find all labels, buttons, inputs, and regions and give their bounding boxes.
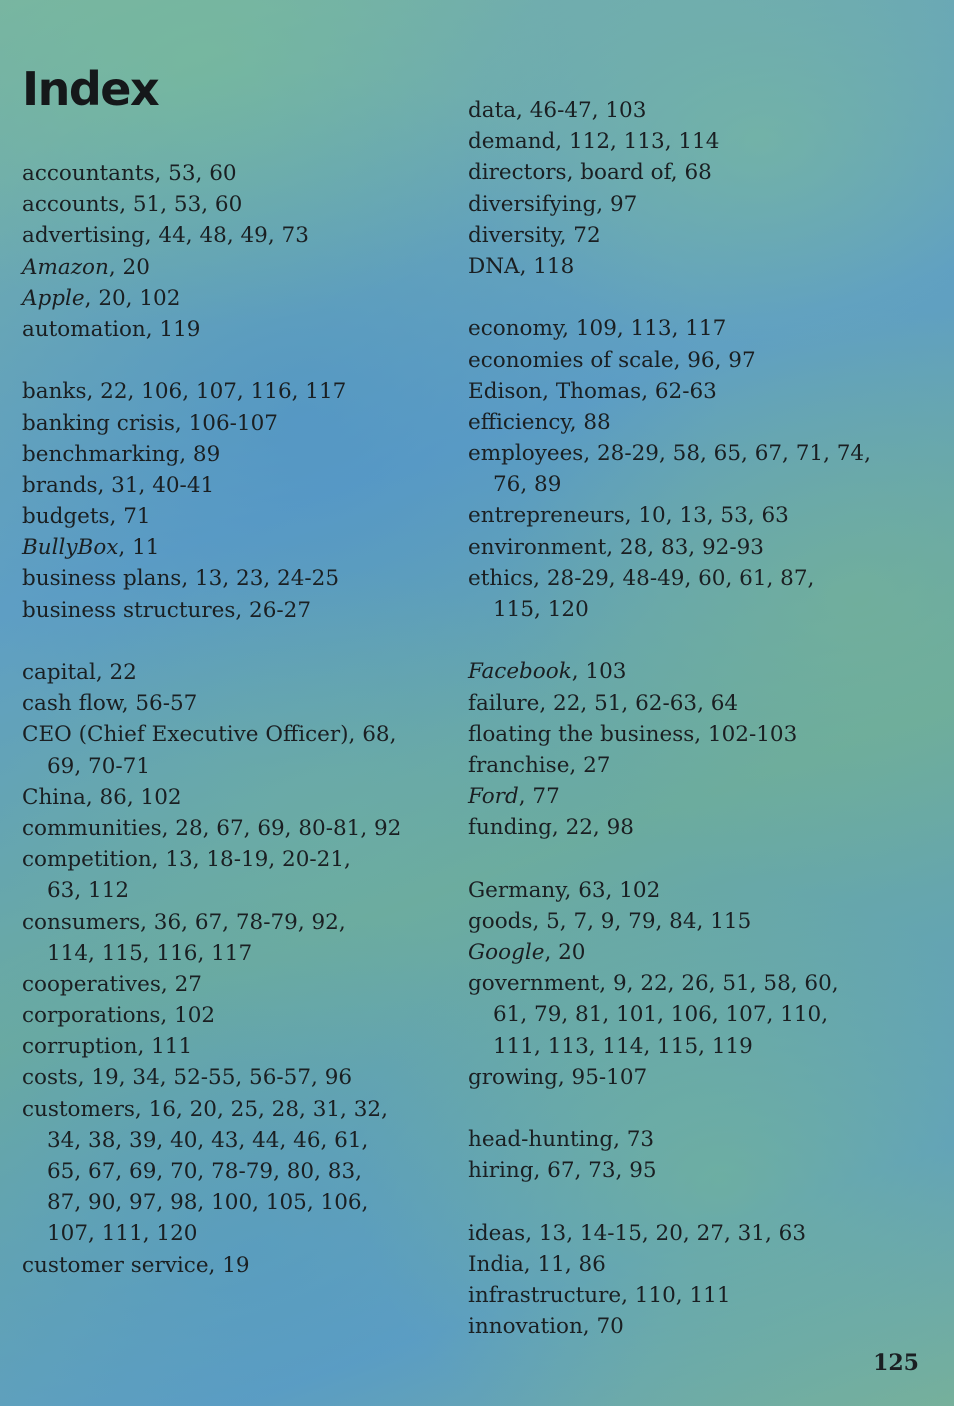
index-term: directors, board of, 68 (468, 160, 712, 186)
index-entry (22, 688, 401, 719)
index-term: cash flow, 56-57 (22, 691, 198, 717)
index-entry (22, 376, 401, 407)
index-term: growing, 95-107 (468, 1064, 648, 1090)
index-entry (468, 968, 871, 999)
index-column-right (468, 95, 871, 1343)
index-term: head-hunting, 73 (468, 1127, 655, 1153)
index-term: government, 9, 22, 26, 51, 58, 60, (468, 971, 839, 997)
index-entry (468, 438, 871, 469)
page-number: 125 (873, 1350, 919, 1376)
index-entry (468, 937, 871, 968)
index-entry-continuation (22, 875, 401, 906)
index-entry (22, 220, 401, 251)
index-term: India, 11, 86 (468, 1251, 606, 1277)
section-gap (468, 1093, 871, 1124)
index-term: China, 86, 102 (22, 784, 182, 810)
index-term: corporations, 102 (22, 1003, 216, 1029)
index-entry-continuation (468, 1031, 871, 1062)
index-pages: , 103 (571, 659, 627, 685)
section-gap (468, 625, 871, 656)
index-entry (22, 283, 401, 314)
index-term: costs, 19, 34, 52-55, 56-57, 96 (22, 1065, 353, 1091)
index-term: brands, 31, 40-41 (22, 472, 215, 498)
index-term: 107, 111, 120 (47, 1221, 198, 1247)
index-entry (468, 157, 871, 188)
index-term: environment, 28, 83, 92-93 (468, 534, 764, 560)
index-entry (468, 719, 871, 750)
index-term: budgets, 71 (22, 504, 151, 530)
index-entry-continuation (22, 751, 401, 782)
index-term: 65, 67, 69, 70, 78-79, 80, 83, (47, 1159, 362, 1184)
index-entry (22, 813, 401, 844)
index-entry-continuation (468, 999, 871, 1030)
index-term: customers, 16, 20, 25, 28, 31, 32, (22, 1096, 388, 1122)
index-column-left (22, 158, 401, 1281)
index-term: capital, 22 (22, 660, 137, 685)
index-entry (468, 563, 871, 594)
index-term: banks, 22, 106, 107, 116, 117 (22, 379, 347, 405)
index-term: BullyBox (22, 535, 119, 561)
index-entry-continuation (22, 1156, 401, 1187)
index-entry (468, 1124, 871, 1155)
index-term: cooperatives, 27 (22, 971, 202, 997)
index-term: Google (468, 940, 545, 966)
index-entry (468, 313, 871, 344)
page-title: Index (22, 62, 159, 116)
index-entry (22, 314, 401, 345)
index-term: innovation, 70 (468, 1314, 624, 1340)
index-term: business plans, 13, 23, 24-25 (22, 566, 340, 592)
index-entry (468, 781, 871, 812)
index-pages: , 20, 102 (84, 285, 181, 311)
index-entry (468, 1155, 871, 1186)
section-gap (468, 844, 871, 875)
index-term: consumers, 36, 67, 78-79, 92, (22, 909, 346, 935)
index-term: failure, 22, 51, 62-63, 64 (468, 690, 739, 716)
index-entry (468, 656, 871, 687)
section-gap (22, 626, 401, 657)
index-term: floating the business, 102-103 (468, 721, 798, 747)
index-entry (468, 906, 871, 937)
section-gap (468, 1187, 871, 1218)
index-entry (468, 126, 871, 157)
index-term: 87, 90, 97, 98, 100, 105, 106, (47, 1190, 369, 1216)
index-term: 69, 70-71 (47, 753, 151, 779)
index-term: 111, 113, 114, 115, 119 (493, 1033, 753, 1059)
index-pages: , 20 (544, 940, 586, 966)
index-entry-continuation (22, 938, 401, 969)
index-term: economies of scale, 96, 97 (468, 347, 756, 373)
index-entry (22, 907, 401, 938)
index-term: ethics, 28-29, 48-49, 60, 61, 87, (468, 565, 815, 591)
index-term: business structures, 26-27 (22, 597, 312, 623)
index-term: 115, 120 (493, 597, 589, 622)
index-entry (22, 470, 401, 501)
index-term: 114, 115, 116, 117 (47, 940, 253, 966)
index-entry (22, 189, 401, 220)
index-entry (22, 657, 401, 688)
index-entry (22, 844, 401, 875)
index-term: diversity, 72 (468, 222, 601, 248)
index-entry (22, 719, 401, 750)
index-entry (22, 1031, 401, 1062)
index-entry (22, 439, 401, 470)
index-term: Facebook (468, 659, 572, 685)
index-entry-continuation (22, 1218, 401, 1249)
index-entry (468, 220, 871, 251)
index-entry (22, 782, 401, 813)
index-entry (468, 189, 871, 220)
index-term: automation, 119 (22, 316, 201, 342)
section-gap (468, 282, 871, 313)
index-term: CEO (Chief Executive Officer), 68, (22, 722, 397, 748)
index-term: Apple (22, 285, 85, 311)
index-entry (22, 408, 401, 439)
index-entry-continuation (22, 1125, 401, 1156)
index-pages: , 77 (518, 784, 560, 810)
index-entry (22, 1094, 401, 1125)
index-entry (22, 501, 401, 532)
index-term: employees, 28-29, 58, 65, 67, 71, 74, (468, 441, 871, 467)
index-term: 76, 89 (493, 472, 562, 498)
index-entry (468, 376, 871, 407)
index-term: DNA, 118 (468, 253, 575, 279)
index-entry (468, 1062, 871, 1093)
index-term: communities, 28, 67, 69, 80-81, 92 (22, 815, 402, 841)
index-entry (22, 1062, 401, 1093)
index-term: hiring, 67, 73, 95 (468, 1158, 657, 1184)
index-term: economy, 109, 113, 117 (468, 316, 727, 342)
index-entry (22, 595, 401, 626)
index-entry (468, 812, 871, 843)
index-entry (468, 345, 871, 376)
index-entry (468, 95, 871, 126)
index-term: demand, 112, 113, 114 (468, 129, 720, 155)
index-term: Ford (468, 784, 519, 810)
index-term: advertising, 44, 48, 49, 73 (22, 223, 309, 249)
index-entry (468, 1311, 871, 1342)
index-entry (468, 407, 871, 438)
index-term: ideas, 13, 14-15, 20, 27, 31, 63 (468, 1220, 806, 1246)
index-entry (468, 1249, 871, 1280)
index-entry (22, 252, 401, 283)
index-entry (468, 750, 871, 781)
index-pages: , 11 (118, 535, 160, 561)
index-entry (468, 532, 871, 563)
index-term: competition, 13, 18-19, 20-21, (22, 847, 351, 873)
index-entry-continuation (22, 1187, 401, 1218)
index-term: infrastructure, 110, 111 (468, 1283, 731, 1309)
section-gap (22, 345, 401, 376)
index-entry (22, 532, 401, 563)
index-term: accountants, 53, 60 (22, 161, 237, 186)
index-term: franchise, 27 (468, 752, 611, 778)
index-term: funding, 22, 98 (468, 815, 634, 841)
index-term: 63, 112 (47, 878, 130, 904)
index-term: goods, 5, 7, 9, 79, 84, 115 (468, 908, 752, 934)
index-entry (468, 251, 871, 282)
index-entry (22, 158, 401, 189)
index-entry (22, 1250, 401, 1281)
index-pages: , 20 (108, 254, 150, 280)
index-term: corruption, 111 (22, 1034, 193, 1060)
index-term: benchmarking, 89 (22, 441, 221, 467)
index-entry (22, 563, 401, 594)
index-term: 61, 79, 81, 101, 106, 107, 110, (493, 1002, 829, 1028)
index-entry (468, 1218, 871, 1249)
index-entry-continuation (468, 469, 871, 500)
index-term: Germany, 63, 102 (468, 877, 661, 903)
index-term: customer service, 19 (22, 1252, 250, 1278)
index-term: data, 46-47, 103 (468, 98, 647, 123)
index-term: accounts, 51, 53, 60 (22, 192, 243, 218)
index-term: efficiency, 88 (468, 409, 611, 435)
index-term: Edison, Thomas, 62-63 (468, 378, 717, 404)
index-term: entrepreneurs, 10, 13, 53, 63 (468, 503, 789, 529)
index-term: 34, 38, 39, 40, 43, 44, 46, 61, (47, 1127, 369, 1153)
index-entry (468, 500, 871, 531)
index-entry (22, 969, 401, 1000)
index-entry (468, 688, 871, 719)
index-entry (22, 1000, 401, 1031)
index-entry (468, 875, 871, 906)
index-term: Amazon (22, 254, 109, 280)
index-term: diversifying, 97 (468, 191, 638, 217)
index-entry-continuation (468, 594, 871, 625)
index-term: banking crisis, 106-107 (22, 410, 278, 436)
index-entry (468, 1280, 871, 1311)
